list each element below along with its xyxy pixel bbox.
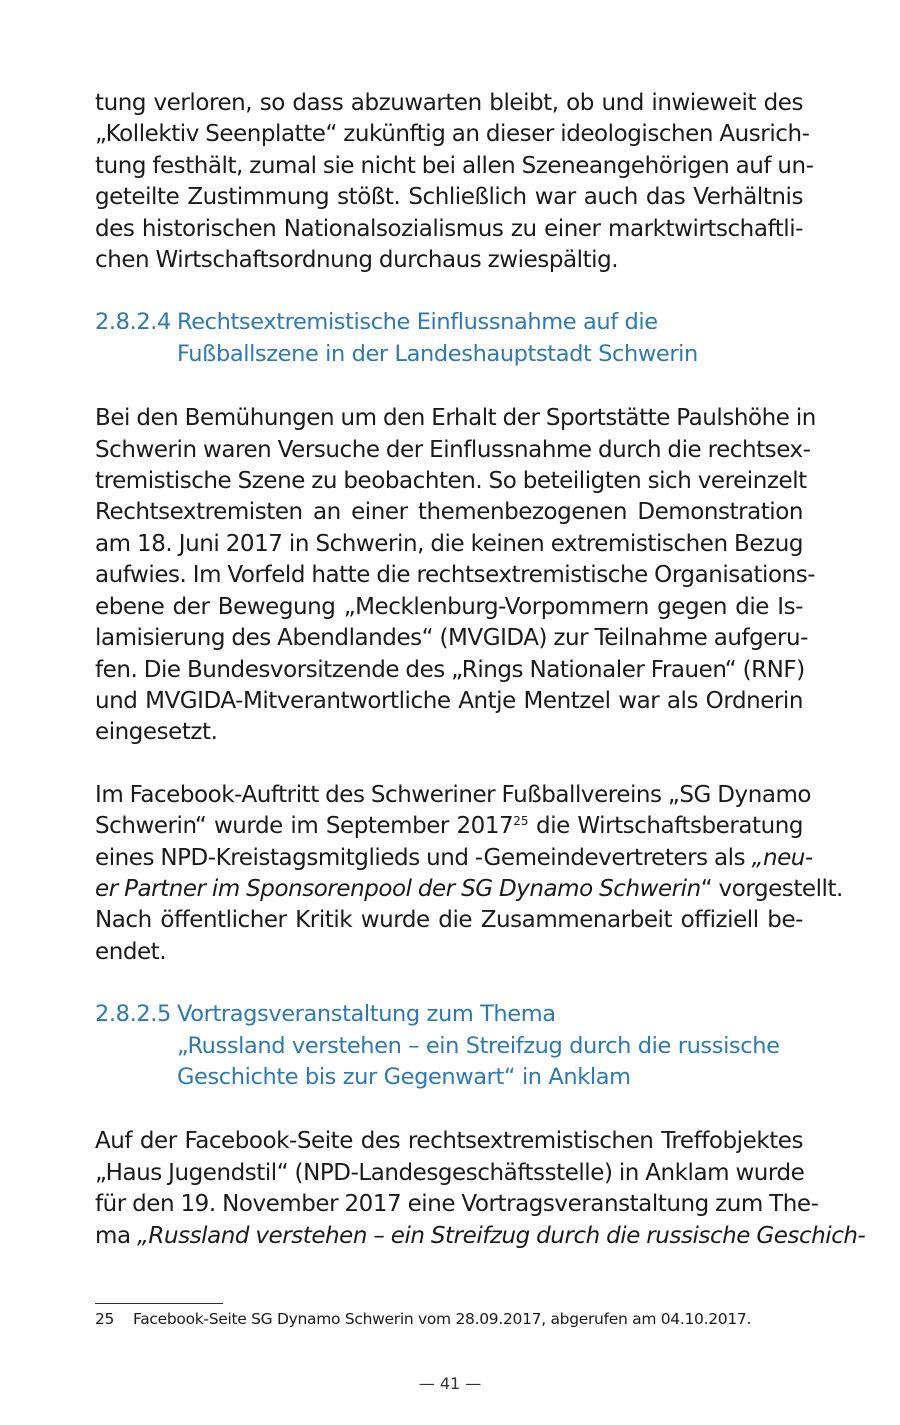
text-line: endet. — [95, 938, 167, 965]
text-line — [95, 843, 813, 874]
text-line: chen Wirtschaftsordnung durchaus zwiespältig. — [95, 247, 619, 274]
text-line — [95, 1221, 866, 1252]
section-title-line: „Russland verstehen – ein Streifzug durch die russische — [177, 1032, 780, 1059]
section-title-line: Rechtsextremistische Einflussnahme auf die — [177, 309, 658, 336]
quote-italic: „Russland verstehen – ein Streifzug durch die russische Geschich- — [136, 1222, 866, 1249]
footnote-text: Facebook-Seite SG Dynamo Schwerin vom 28.09.2017, abgerufen am 04.10.2017. — [133, 1310, 752, 1328]
quote-italic: „neu- — [751, 844, 813, 871]
text-line: Auf der Facebook-Seite des rechtsextremistischen Treffobjektes — [95, 1128, 803, 1155]
text-line: geteilte Zustimmung stößt. Schließlich war auch das Verhältnis — [95, 184, 803, 211]
text-segment: die Wirtschaftsberatung — [528, 813, 803, 840]
section-heading-2-8-2-5 — [95, 999, 803, 1093]
paragraph-facebook-dynamo — [95, 780, 843, 968]
text-line: Bei den Bemühungen um den Erhalt der Sportstätte Paulshöhe in — [95, 405, 816, 432]
text-line: für den 19. November 2017 eine Vortragsveranstaltung zum The- — [95, 1191, 819, 1218]
text-line: tung verloren, so dass abzuwarten bleibt, ob und inwieweit des — [95, 90, 803, 116]
section-number: 2.8.2.4 — [95, 309, 171, 336]
text-line: am 18. Juni 2017 in Schwerin, die keinen extremistischen Bezug — [95, 530, 803, 557]
section-heading-2-8-2-4 — [95, 307, 803, 370]
section-title — [177, 999, 780, 1093]
text-line: fen. Die Bundesvorsitzende des „Rings Nationaler Frauen“ (RNF) — [95, 656, 805, 683]
text-line: Im Facebook-Auftritt des Schweriner Fußballvereins „SG Dynamo — [95, 781, 812, 808]
text-line: tremistische Szene zu beobachten. So beteiligten sich vereinzelt — [95, 468, 807, 495]
text-segment: ma — [95, 1222, 137, 1249]
text-line: des historischen Nationalsozialismus zu einer marktwirtschaftli- — [95, 215, 803, 242]
text-line: „Kollektiv Seenplatte“ zukünftig an dieser ideologischen Ausrich- — [95, 121, 810, 148]
text-line: tung festhält, zumal sie nicht bei allen Szeneangehörigen auf un- — [95, 152, 814, 179]
quote-italic: er Partner im Sponsorenpool der SG Dynamo Schwerin — [95, 875, 701, 902]
text-line: und MVGIDA-Mitverantwortliche Antje Mentzel war als Ordnerin — [95, 687, 803, 714]
section-title — [177, 307, 698, 370]
section-title-line: Vortragsveranstaltung zum Thema — [177, 1001, 556, 1028]
paragraph-haus-jugendstil — [95, 1126, 866, 1252]
text-line: eingesetzt. — [95, 719, 218, 746]
footnote-number: 25 — [95, 1310, 115, 1328]
section-title-line: Geschichte bis zur Gegenwart“ in Anklam — [177, 1063, 631, 1090]
text-line: „Haus Jugendstil“ (NPD-Landesgeschäftsstelle) in Anklam wurde — [95, 1159, 805, 1186]
page-number: — 41 — — [418, 1374, 482, 1393]
text-segment: “ vorgestellt. — [700, 875, 843, 902]
text-segment: eines NPD-Kreistagsmitglieds und -Gemeindevertreters als — [95, 844, 752, 871]
footnote-divider — [95, 1303, 223, 1304]
footnote-reference[interactable]: 25 — [513, 814, 529, 829]
text-line: lamisierung des Abendlandes“ (MVGIDA) zur Teilnahme aufgeru- — [95, 625, 808, 652]
text-segment: Schwerin“ wurde im September 2017 — [95, 813, 514, 840]
text-line: Schwerin waren Versuche der Einflussnahme durch die rechtsex- — [95, 436, 811, 463]
text-line: Rechtsextremisten an einer themenbezogenen Demonstration — [95, 499, 803, 526]
text-line — [95, 811, 803, 842]
footnote — [95, 1308, 751, 1330]
paragraph-sportstaette — [95, 403, 816, 748]
text-line: aufwies. Im Vorfeld hatte die rechtsextremistische Organisations- — [95, 562, 816, 589]
section-title-line: Fußballszene in der Landeshauptstadt Schwerin — [177, 340, 698, 367]
section-number: 2.8.2.5 — [95, 1001, 171, 1028]
paragraph-continuation — [95, 88, 814, 276]
document-body — [95, 88, 866, 1252]
text-line — [95, 874, 843, 905]
text-line: ebene der Bewegung „Mecklenburg-Vorpommern gegen die Is- — [95, 593, 803, 620]
text-line: Nach öffentlicher Kritik wurde die Zusammenarbeit offiziell be- — [95, 907, 803, 934]
